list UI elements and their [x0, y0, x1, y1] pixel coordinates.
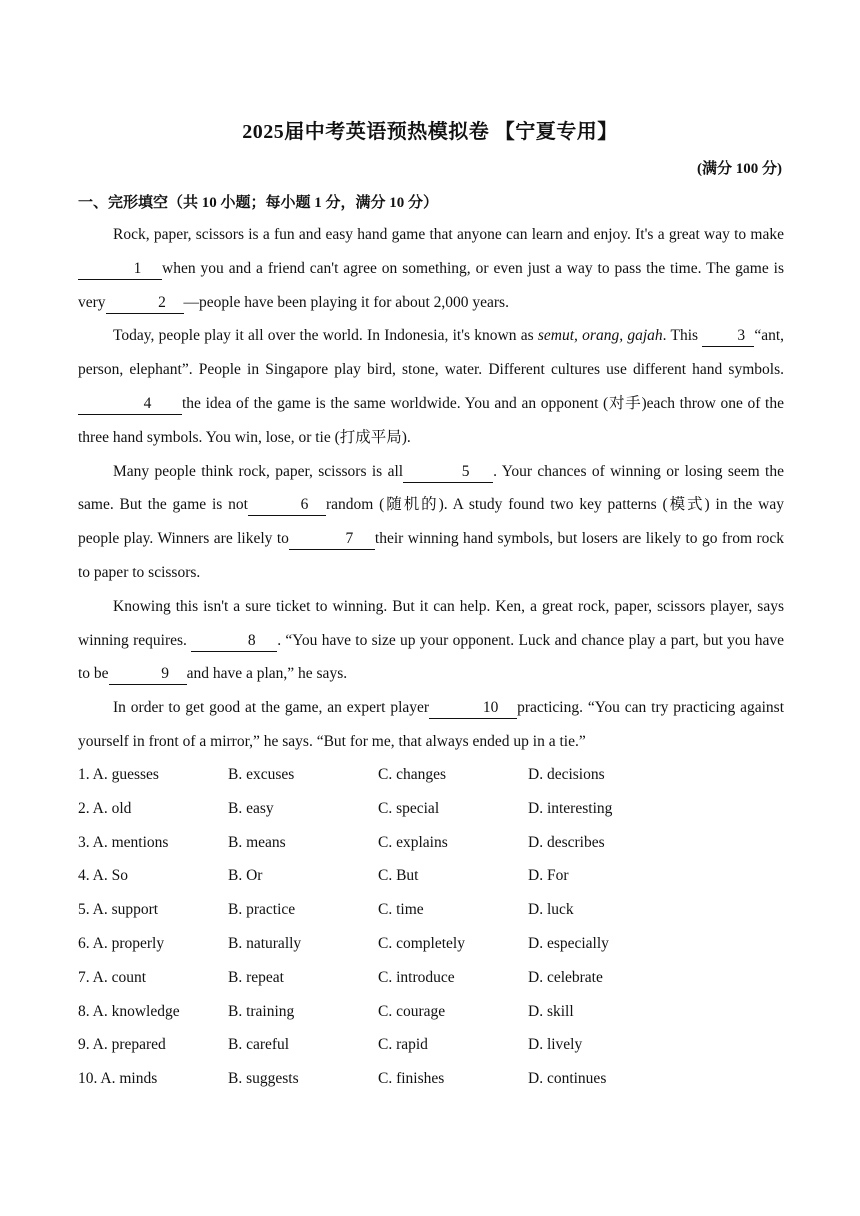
option-c: C. finishes: [378, 1070, 445, 1088]
passage-text: Today, people play it all over the world. In Indonesia, it's known as: [113, 327, 538, 345]
answer-options: [78, 758, 784, 1096]
option-c: C. completely: [378, 934, 465, 952]
option-d: D. continues: [528, 1070, 607, 1088]
blank-8: 8: [191, 631, 277, 652]
passage-text: when you and a friend can't agree on something, or even just a way to pass the time. The game is very: [78, 259, 784, 311]
paragraph-1: [78, 218, 784, 319]
option-d: D. For: [528, 867, 569, 885]
option-b: B. repeat: [228, 968, 284, 986]
passage-text: and have a plan,” he says.: [186, 665, 348, 683]
option-row: [78, 792, 784, 826]
option-d: D. especially: [528, 934, 609, 952]
option-b: B. easy: [228, 799, 274, 817]
option-row: [78, 927, 784, 961]
option-row: [78, 859, 784, 893]
option-d: D. interesting: [528, 799, 613, 817]
option-d: D. skill: [528, 1002, 574, 1020]
option-row: [78, 826, 784, 860]
passage-text: “ant, person, elephant”. People in Singapore play bird, stone, water. Different cultures use different hand symbols.: [78, 327, 785, 379]
section-heading: 一、完形填空（共 10 小题；每小题 1 分，满分 10 分）: [78, 195, 439, 211]
option-d: D. lively: [528, 1036, 583, 1054]
option-row: [78, 1062, 784, 1096]
passage-text: random (随机的). A study found two key patterns (模式) in the way people play. Winners are likely to: [78, 496, 784, 548]
option-b: B. suggests: [228, 1070, 299, 1088]
option-b: B. excuses: [228, 766, 295, 783]
option-c: C. changes: [378, 766, 447, 783]
passage-text: In order to get good at the game, an expert player: [113, 699, 430, 717]
blank-2: 2: [106, 293, 184, 314]
option-c: C. courage: [378, 1002, 446, 1020]
passage-text: —people have been playing it for about 2,000 years.: [183, 293, 509, 311]
option-c: C. introduce: [378, 968, 455, 986]
passage-text: . This: [662, 327, 703, 345]
blank-1: 1: [78, 259, 162, 280]
option-b: B. careful: [228, 1036, 290, 1054]
option-b: B. Or: [228, 867, 263, 885]
passage-text: . “You have to size up your opponent. Luck and chance play a part, but you have to be: [78, 631, 784, 683]
passage-text: practicing. “You can try practicing against yourself in front of a mirror,” he says. “But for me, that always ended up in a tie.”: [78, 699, 784, 750]
total-score: (满分 100 分): [697, 161, 782, 177]
blank-9: 9: [109, 664, 187, 685]
option-d: D. celebrate: [528, 968, 603, 986]
option-b: B. training: [228, 1002, 295, 1020]
passage-italic: semut, orang, gajah: [537, 327, 663, 345]
option-b: B. practice: [228, 901, 296, 919]
option-a: 9. A. prepared: [78, 1036, 166, 1054]
option-row: [78, 1028, 784, 1062]
option-a: 2. A. old: [78, 799, 132, 817]
option-row: [78, 893, 784, 927]
passage-text: Many people think rock, paper, scissors is all: [113, 462, 404, 480]
cloze-passage: [78, 218, 784, 759]
option-row: [78, 961, 784, 995]
page-title: 2025届中考英语预热模拟卷 【宁夏专用】: [242, 121, 618, 143]
option-a: 3. A. mentions: [78, 833, 169, 851]
option-row: [78, 758, 784, 792]
option-c: C. time: [378, 901, 424, 919]
paragraph-4: [78, 590, 784, 691]
option-b: B. naturally: [228, 934, 302, 952]
option-d: D. decisions: [528, 766, 605, 783]
option-b: B. means: [228, 833, 286, 851]
passage-text: Knowing this isn't a sure ticket to winning. But it can help. Ken, a great rock, paper, scissors player, says winning requires.: [78, 597, 784, 649]
option-a: 4. A. So: [78, 867, 128, 885]
passage-text: . Your chances of winning or losing seem the same. But the game is not: [78, 462, 784, 514]
blank-5: 5: [403, 462, 493, 483]
option-c: C. special: [378, 799, 440, 817]
blank-3: 3: [702, 326, 754, 347]
option-a: 5. A. support: [78, 901, 159, 919]
option-d: D. luck: [528, 901, 574, 919]
blank-6: 6: [248, 495, 326, 516]
option-a: 7. A. count: [78, 968, 147, 986]
option-a: 8. A. knowledge: [78, 1002, 180, 1020]
paragraph-5: [78, 691, 784, 759]
passage-text: Rock, paper, scissors is a fun and easy hand game that anyone can learn and enjoy. It's a great way to make: [113, 226, 784, 243]
option-a: 6. A. properly: [78, 934, 165, 952]
passage-text: the idea of the game is the same worldwide. You and an opponent (对手)each throw one of the three hand symbols. You win, lose, or tie (打成平局).: [78, 394, 784, 446]
option-a: 1. A. guesses: [78, 766, 159, 783]
option-a: 10. A. minds: [78, 1070, 158, 1088]
option-c: C. rapid: [378, 1036, 428, 1054]
passage-text: their winning hand symbols, but losers are likely to go from rock to paper to scissors.: [78, 530, 784, 581]
option-d: D. describes: [528, 833, 605, 851]
paragraph-3: [78, 455, 784, 590]
option-row: [78, 995, 784, 1029]
paragraph-2: [78, 319, 784, 454]
blank-7: 7: [289, 529, 375, 550]
blank-10: 10: [429, 698, 517, 719]
blank-4: 4: [78, 394, 182, 415]
option-c: C. explains: [378, 833, 448, 851]
option-c: C. But: [378, 867, 419, 885]
